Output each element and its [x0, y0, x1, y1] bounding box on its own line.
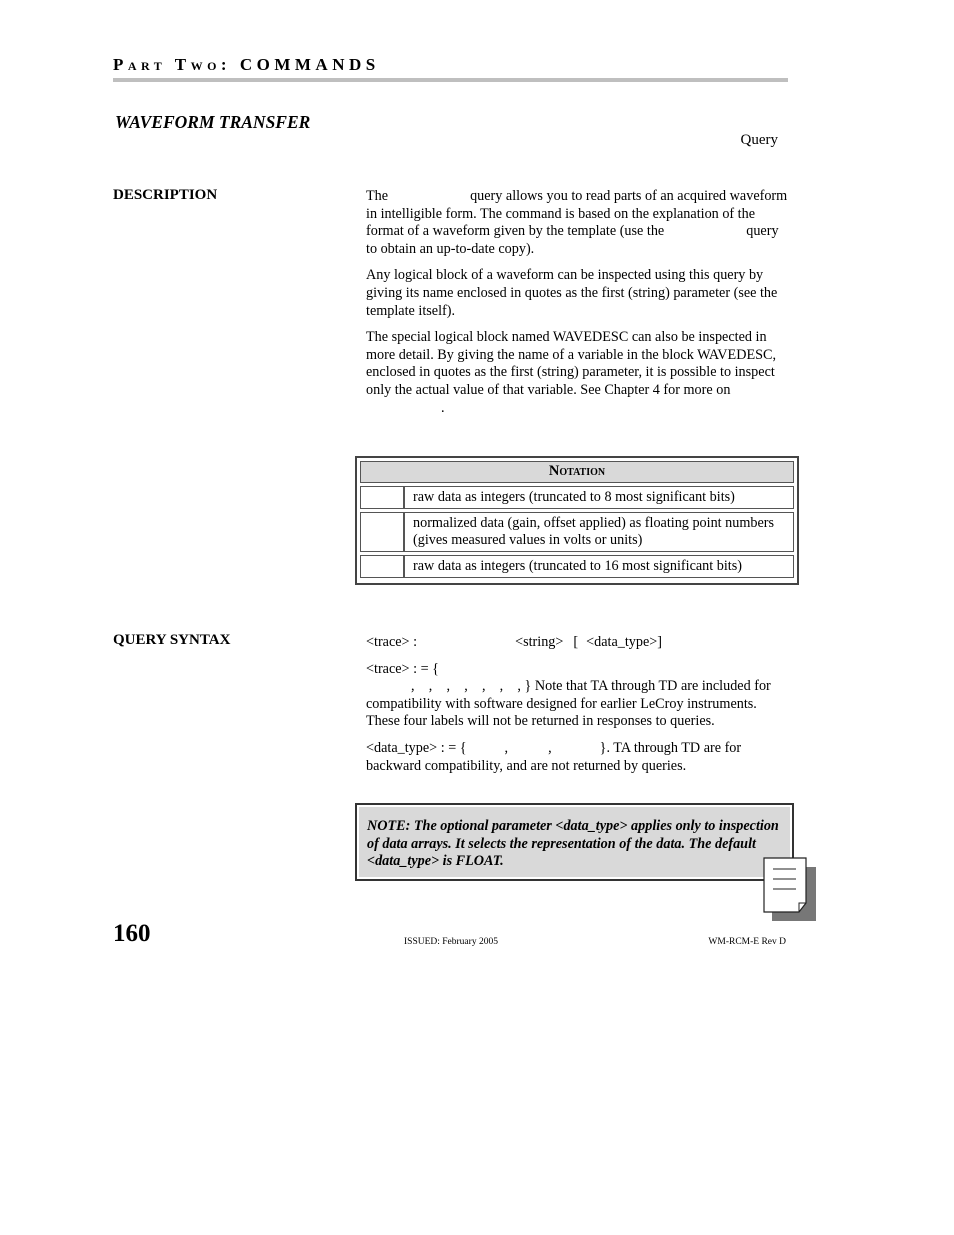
notation-desc-cell: raw data as integers (truncated to 8 most significant bits) — [404, 486, 794, 509]
syntax-trace: <trace> : — [366, 634, 418, 650]
dtype-comma-2: , — [548, 739, 552, 756]
page-number: 160 — [113, 920, 151, 947]
description-body — [366, 188, 788, 426]
data-type-definition — [366, 740, 788, 775]
notation-table-title: Notation — [360, 461, 794, 483]
query-syntax-body — [366, 634, 788, 784]
p1-text-a: The — [366, 188, 389, 204]
description-label: DESCRIPTION — [113, 187, 218, 203]
trace-commas: , , , , , , , — [411, 678, 521, 695]
syntax-string: <string> — [515, 634, 564, 650]
notation-code-cell — [360, 512, 404, 552]
table-row — [360, 512, 794, 552]
syntax-line — [366, 634, 788, 652]
p1-text-b: query allows you to read parts of an acquired waveform in intelligible form. The command is based on the explanation of the format of a waveform given by the template (use the — [366, 188, 788, 240]
table-row — [360, 486, 794, 509]
footer-doc-id: WM-RCM-E Rev D — [708, 937, 786, 947]
footer-issued-date: ISSUED: February 2005 — [404, 937, 498, 947]
notation-table — [355, 456, 799, 585]
note-box: NOTE: The optional parameter <data_type> applies only to inspection of data arrays. It selects the representation of the data. The default <data_type> is FLOAT. — [355, 803, 794, 881]
p3-text-b: . — [441, 399, 445, 416]
notation-desc-cell: normalized data (gain, offset applied) as floating point numbers (gives measured values in volts or units) — [404, 512, 794, 552]
trace-note: } Note that TA through TD are included for compatibility with software designed for earlier LeCroy instruments. These four labels will not be returned in responses to queries. — [366, 678, 771, 730]
syntax-bracket: [ — [573, 634, 579, 650]
dtype-comma-1: , — [504, 739, 509, 756]
notation-code-cell — [360, 486, 404, 509]
dtype-close: }. TA through TD are for backward compatibility, and are not returned by queries. — [366, 739, 742, 774]
p1-text-c: query to obtain an up-to-date copy). — [366, 223, 779, 257]
description-paragraph-3 — [366, 329, 788, 417]
note-document-icon — [763, 857, 817, 921]
query-syntax-label: QUERY SYNTAX — [113, 632, 231, 648]
notation-desc-cell: raw data as integers (truncated to 16 most significant bits) — [404, 555, 794, 578]
notation-code-cell — [360, 555, 404, 578]
section-title: WAVEFORM TRANSFER — [115, 112, 311, 132]
p3-text-a: The special logical block named WAVEDESC can also be inspected in more detail. By giving the name of a variable in the block WAVEDESC, enclosed in quotes as the first (string) parameter, it is possible to inspect only the actual value of that variable. See Chapter 4 for more on — [366, 329, 777, 398]
trace-definition — [366, 661, 788, 731]
table-row — [360, 555, 794, 578]
dtype-open: <data_type> : = { — [366, 739, 467, 756]
trace-def-open: <trace> : = { — [366, 660, 439, 677]
description-paragraph-2: Any logical block of a waveform can be inspected using this query by giving its name enclosed in quotes as the first (string) parameter (see the template itself). — [366, 267, 778, 319]
description-paragraph-1 — [366, 188, 788, 258]
query-tag: Query — [740, 132, 778, 148]
header-rule — [113, 78, 788, 82]
running-head: Part Two: COMMANDS — [113, 55, 380, 74]
syntax-data-type: <data_type>] — [586, 634, 663, 650]
